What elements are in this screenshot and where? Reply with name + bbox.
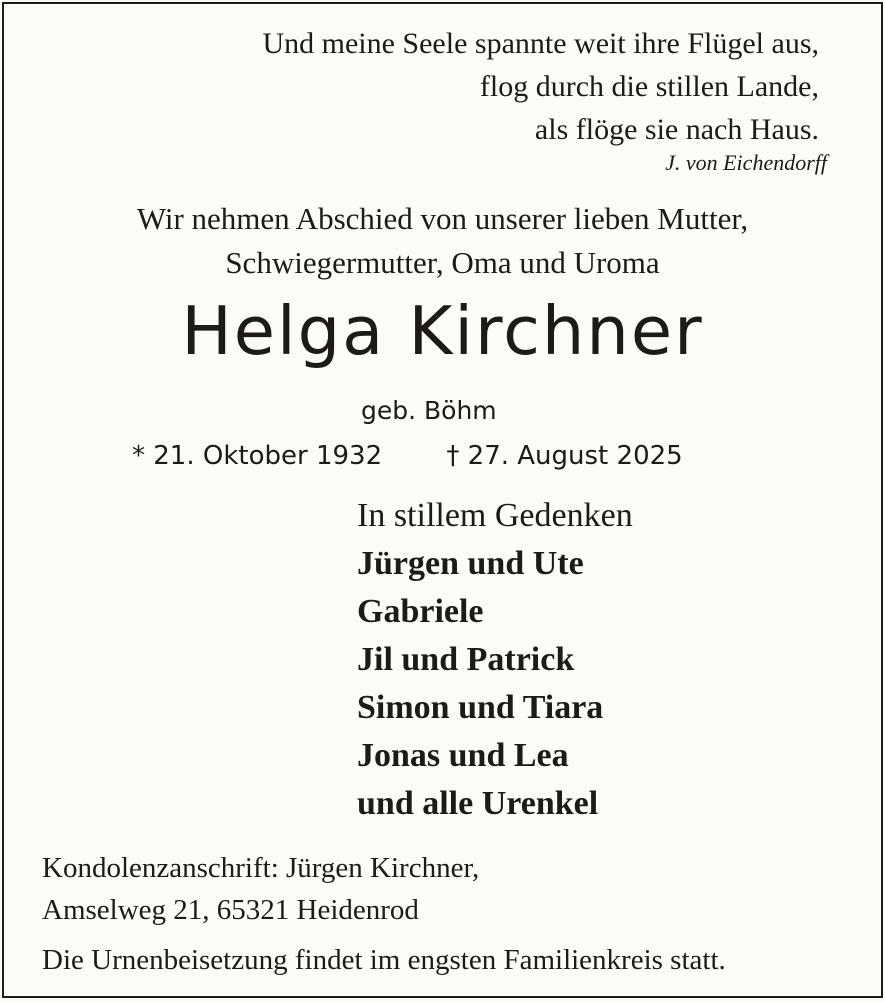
mourner-name: Jil und Patrick xyxy=(357,641,575,678)
burial-notice: Die Urnenbeisetzung findet im engsten Familienkreis statt. xyxy=(42,944,726,976)
mourners-intro: In stillem Gedenken xyxy=(357,497,633,534)
poem xyxy=(262,22,819,151)
obituary-card xyxy=(2,2,883,998)
death-date: † 27. August 2025 xyxy=(446,441,683,471)
deceased-name: Helga Kirchner xyxy=(181,292,704,370)
mourner-name: und alle Urenkel xyxy=(357,785,599,822)
poem-author: J. von Eichendorff xyxy=(665,150,827,175)
poem-line: als flöge sie nach Haus. xyxy=(534,113,819,146)
poem-line: Und meine Seele spannte weit ihre Flügel aus, xyxy=(262,27,819,60)
poem-line: flog durch die stillen Lande, xyxy=(479,70,819,103)
address-line: Amselweg 21, 65321 Heidenrod xyxy=(42,894,419,926)
life-dates xyxy=(132,441,683,471)
birth-date: * 21. Oktober 1932 xyxy=(132,441,383,471)
condolence-address xyxy=(42,847,479,931)
farewell-line: Schwiegermutter, Oma und Uroma xyxy=(225,245,660,280)
mourner-name: Jonas und Lea xyxy=(357,737,569,774)
mourner-name: Jürgen und Ute xyxy=(357,545,584,582)
mourners xyxy=(357,492,633,828)
farewell-text xyxy=(4,197,881,285)
address-line: Kondolenzanschrift: Jürgen Kirchner, xyxy=(42,852,480,884)
mourner-name: Simon und Tiara xyxy=(357,689,604,726)
farewell-line: Wir nehmen Abschied von unserer lieben Mutter, xyxy=(136,201,749,236)
mourner-name: Gabriele xyxy=(357,593,484,630)
birth-name: geb. Böhm xyxy=(361,396,497,425)
